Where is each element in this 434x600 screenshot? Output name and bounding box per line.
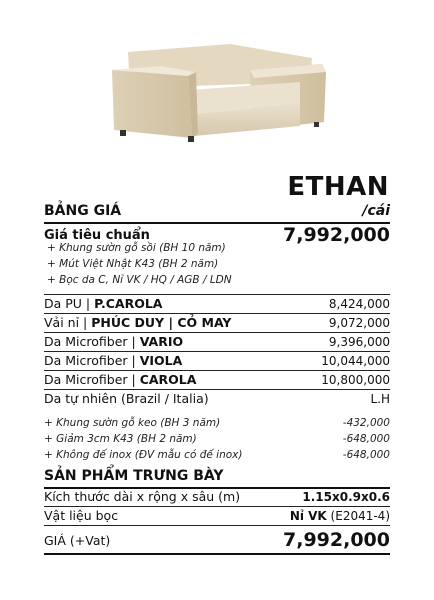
sofa-image <box>100 30 340 145</box>
price-table-header <box>44 203 390 219</box>
material-label: Vật liệu bọc <box>44 508 119 523</box>
product-name: ETHAN <box>287 172 389 202</box>
option-label: Da Microfiber | VIOLA <box>44 353 183 368</box>
option-row <box>44 334 390 349</box>
size-row <box>44 489 390 504</box>
option-label: Da PU | P.CAROLA <box>44 296 163 311</box>
discount-label: + Giảm 3cm K43 (BH 2 năm) <box>44 433 197 445</box>
size-label: Kích thước dài x rộng x sâu (m) <box>44 489 241 504</box>
divider <box>44 351 390 352</box>
standard-note: + Bọc da C, Nỉ VK / HQ / AGB / LDN <box>47 274 232 286</box>
option-price: 10,800,000 <box>321 372 390 387</box>
discount-label: + Khung sườn gỗ keo (BH 3 năm) <box>44 417 221 429</box>
option-row <box>44 296 390 311</box>
size-value: 1.15x0.9x0.6 <box>302 489 390 504</box>
option-price: 9,396,000 <box>328 334 390 349</box>
display-product-title: SẢN PHẨM TRƯNG BÀY <box>44 468 224 484</box>
divider <box>44 525 390 526</box>
price-unit: /cái <box>362 203 390 219</box>
option-label: Vải nỉ | PHÚC DUY | CỎ MAY <box>44 315 232 330</box>
discount-value: -648,000 <box>342 449 390 461</box>
option-label: Da Microfiber | CAROLA <box>44 372 197 387</box>
discount-label: + Không đế inox (ĐV mẫu có đế inox) <box>44 449 243 461</box>
option-row <box>44 315 390 330</box>
option-row <box>44 353 390 368</box>
option-label: Da tự nhiên (Brazil / Italia) <box>44 391 209 406</box>
discount-value: -648,000 <box>342 433 390 445</box>
display-price-value: 7,992,000 <box>283 529 390 551</box>
material-row <box>44 508 390 523</box>
divider <box>44 313 390 314</box>
discount-row <box>44 449 390 461</box>
discount-row <box>44 417 390 429</box>
standard-note: + Khung sườn gỗ sồi (BH 10 năm) <box>47 242 226 254</box>
standard-note: + Mút Việt Nhật K43 (BH 2 năm) <box>47 258 219 270</box>
material-value: Nỉ VK (E2041-4) <box>289 508 390 523</box>
display-product-header <box>44 468 390 484</box>
option-price: 9,072,000 <box>328 315 390 330</box>
divider <box>44 294 390 295</box>
option-row <box>44 391 390 406</box>
display-price-row <box>44 529 390 551</box>
bottom-divider <box>44 553 390 555</box>
option-price: L.H <box>370 391 390 406</box>
divider <box>44 370 390 371</box>
divider <box>44 506 390 507</box>
discount-row <box>44 433 390 445</box>
divider <box>44 332 390 333</box>
standard-price-label: Giá tiêu chuẩn <box>44 227 150 243</box>
price-table-title: BẢNG GIÁ <box>44 203 122 219</box>
discount-value: -432,000 <box>342 417 390 429</box>
option-label: Da Microfiber | VARIO <box>44 334 184 349</box>
option-row <box>44 372 390 387</box>
standard-price-value: 7,992,000 <box>283 224 390 246</box>
option-price: 10,044,000 <box>321 353 390 368</box>
display-price-label: GIÁ (+Vat) <box>44 532 111 548</box>
option-price: 8,424,000 <box>328 296 390 311</box>
divider <box>44 389 390 390</box>
